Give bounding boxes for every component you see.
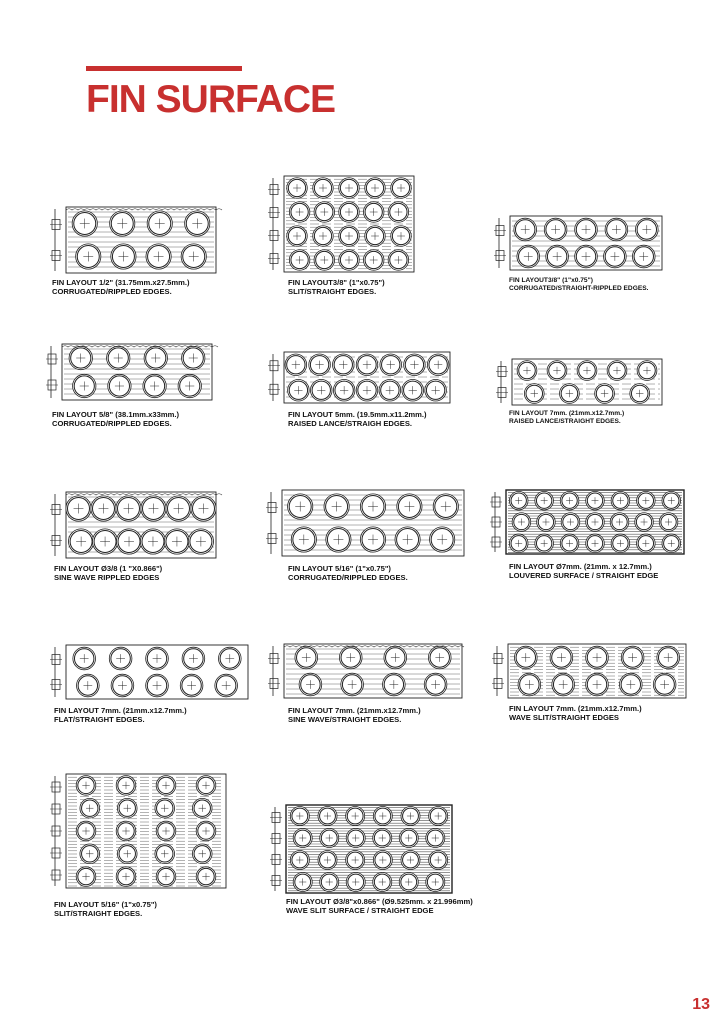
tube-hole [92,529,117,554]
tube-hole [363,250,383,270]
tube-hole [611,491,630,510]
tube-hole [80,798,100,818]
tube-hole [388,250,408,270]
tube-hole [290,850,309,869]
tube-hole [373,828,392,847]
fin-layout-9 [488,488,686,556]
tube-hole [346,850,365,869]
tube-hole [91,496,116,521]
tube-hole [288,494,313,519]
fin-layout-6-caption [509,410,624,426]
tube-hole [289,250,309,270]
fin-layout-10-edges: FLAT/STRAIGHT EDGES. [54,715,145,724]
tube-hole [293,828,312,847]
fin-layout-7-edges: SINE WAVE RIPPLED EDGES [54,573,160,582]
tube-hole [356,379,378,401]
fin-layout-7-caption [54,564,162,582]
fin-side-profile [268,646,280,696]
fin-layout-2-drawing [266,174,416,274]
tube-hole [575,245,598,268]
tube-hole [290,806,309,825]
tube-hole [346,872,365,891]
tube-hole [192,798,212,818]
tube-hole [313,178,333,198]
tube-hole [401,850,420,869]
tube-hole [637,361,657,381]
tube-hole [110,211,135,236]
tube-hole [191,496,216,521]
tube-hole [324,494,349,519]
tube-hole [77,674,100,697]
tube-hole [218,647,241,670]
fin-side-profile [494,218,506,268]
tube-hole [320,872,339,891]
tube-hole [288,379,310,401]
tube-hole [662,491,681,510]
tube-hole [188,529,213,554]
tube-hole [424,673,447,696]
tube-hole [360,527,385,552]
tube-hole [517,361,537,381]
tube-hole [383,673,406,696]
fin-layout-10 [48,643,250,701]
tube-hole [560,534,579,553]
tube-hole [181,244,206,269]
fin-layout-2-edges: SLIT/STRAIGHT EDGES. [288,287,377,296]
tube-hole [295,646,318,669]
tube-hole [116,867,136,887]
fin-layout-12 [490,642,688,700]
fin-layout-7-drawing [48,490,218,560]
tube-hole [140,529,165,554]
fin-layout-14-drawing [268,803,454,895]
tube-hole [395,527,420,552]
tube-hole [509,534,528,553]
tube-hole [595,384,615,404]
tube-hole [360,494,385,519]
tube-hole [512,513,531,532]
fin-layout-4 [44,342,214,402]
tube-hole [586,673,609,696]
tube-hole [391,178,411,198]
tube-hole [653,673,676,696]
tube-hole [346,806,365,825]
tube-hole [155,844,175,864]
tube-hole [144,346,167,369]
tube-hole [560,491,579,510]
fin-layout-6-edges: RAISED LANCE/STRAIGHT EDGES. [509,418,621,425]
tube-hole [339,646,362,669]
tube-hole [404,354,426,376]
fin-layout-5-edges: RAISED LANCE/STRAIGH EDGES. [288,419,413,428]
fin-layout-12-drawing [490,642,688,700]
tube-hole [116,776,136,796]
tube-hole [535,491,554,510]
tube-hole [76,867,96,887]
tube-hole [537,513,556,532]
fin-layout-11-drawing [266,642,464,700]
tube-hole [637,491,656,510]
tube-hole [630,384,650,404]
tube-hole [318,806,337,825]
tube-hole [196,821,216,841]
tube-hole [605,218,628,241]
fin-layout-11-edges: SINE WAVE/STRAIGHT EDGES. [288,715,402,724]
fin-side-profile [490,492,502,552]
tube-hole [550,646,573,669]
tube-hole [341,673,364,696]
tube-hole [166,496,191,521]
tube-hole [552,673,575,696]
fin-layout-8-edges: CORRUGATED/RIPPLED EDGES. [288,573,408,582]
tube-hole [425,379,447,401]
fin-layout-3-drawing [492,214,664,272]
fin-layout-7 [48,490,218,560]
tube-hole [339,250,359,270]
tube-hole [310,379,332,401]
tube-hole [143,374,166,397]
tube-hole [604,245,627,268]
fin-layout-9-drawing [488,488,686,556]
tube-hole [116,496,141,521]
fin-layout-3 [492,214,664,272]
tube-hole [547,361,567,381]
tube-hole [291,527,316,552]
fin-layout-14-title: FIN LAYOUT Ø3/8"x0.866" (Ø9.525mm. x 21.996mm) [286,897,473,906]
tube-hole [426,828,445,847]
fin-layout-3-edges: CORRUGATED/STRAIGHT-RIPPLED EDGES. [509,285,649,292]
tube-hole [287,178,307,198]
tube-hole [517,245,540,268]
tube-hole [192,844,212,864]
tube-hole [182,647,205,670]
tube-hole [185,211,210,236]
tube-hole [180,674,203,697]
tube-hole [72,211,97,236]
tube-hole [514,646,537,669]
tube-hole [111,244,136,269]
tube-hole [156,776,176,796]
tube-hole [73,374,96,397]
tube-hole [108,374,131,397]
tube-hole [76,821,96,841]
tube-hole [156,867,176,887]
tube-hole [391,226,411,246]
fin-layout-2 [266,174,416,274]
fin-layout-1-edges: CORRUGATED/RIPPLED EDGES. [52,287,172,296]
tube-hole [156,821,176,841]
fin-layout-13-title: FIN LAYOUT 5/16" (1"x0.75") [54,900,157,909]
fin-layout-12-caption [509,704,642,722]
tube-hole [215,674,238,697]
tube-hole [80,844,100,864]
fin-layout-6-title: FIN LAYOUT 7mm. (21mm.x12.7mm.) [509,410,625,417]
tube-hole [339,202,359,222]
fin-layout-8-drawing [264,488,466,558]
tube-hole [356,354,378,376]
tube-hole [379,379,401,401]
tube-hole [373,806,392,825]
tube-hole [146,244,171,269]
fin-layout-9-caption [509,562,658,580]
fin-layout-9-title: FIN LAYOUT Ø7mm. (21mm. x 12.7mm.) [509,562,652,571]
tube-hole [333,379,355,401]
tube-hole [586,646,609,669]
tube-hole [611,534,630,553]
tube-hole [433,494,458,519]
tube-hole [427,354,449,376]
tube-hole [575,218,598,241]
fin-layout-10-title: FIN LAYOUT 7mm. (21mm.x12.7mm.) [54,706,187,715]
tube-hole [380,354,402,376]
tube-hole [76,776,96,796]
tube-hole [388,202,408,222]
tube-hole [429,806,448,825]
tube-hole [293,872,312,891]
tube-hole [524,384,544,404]
tube-hole [117,844,137,864]
tube-hole [196,776,216,796]
tube-hole [546,245,569,268]
tube-hole [426,872,445,891]
tube-hole [76,244,101,269]
tube-hole [107,346,130,369]
tube-hole [299,673,322,696]
tube-hole [586,491,605,510]
fin-layout-1-caption [52,278,190,296]
tube-hole [610,513,629,532]
tube-hole [314,202,334,222]
fin-layout-1 [48,205,218,275]
fin-side-profile [50,494,62,556]
fin-layout-5-drawing [266,350,452,405]
fin-layout-11-caption [288,706,421,724]
page-number: 13 [692,996,710,1013]
tube-hole [155,798,175,818]
tube-hole [69,529,94,554]
fin-layout-2-title: FIN LAYOUT3/8" (1"x0.75") [288,278,385,287]
tube-hole [401,806,420,825]
fin-layout-5-caption [288,410,427,428]
tube-hole [313,226,333,246]
tube-hole [116,529,141,554]
fin-layout-8 [264,488,466,558]
tube-hole [69,346,92,369]
tube-hole [146,674,169,697]
fin-layout-6 [494,357,664,407]
tube-hole [544,218,567,241]
fin-layout-13 [48,772,228,890]
tube-hole [314,250,334,270]
fin-layout-11-title: FIN LAYOUT 7mm. (21mm.x12.7mm.) [288,706,421,715]
tube-hole [147,211,172,236]
tube-hole [111,674,134,697]
fin-layout-5-title: FIN LAYOUT 5mm. (19.5mm.x11.2mm.) [288,410,427,419]
fin-side-profile [496,361,508,403]
tube-hole [285,354,307,376]
fin-layout-5 [266,350,452,405]
tube-hole [339,226,359,246]
fin-layout-7-title: FIN LAYOUT Ø3/8 (1 "X0.866") [54,564,163,573]
tube-hole [320,828,339,847]
tube-hole [509,491,528,510]
tube-hole [373,850,392,869]
tube-hole [535,534,554,553]
tube-hole [632,245,655,268]
tube-hole [346,828,365,847]
fin-layout-13-drawing [48,772,228,890]
page-title: FIN SURFACE [86,78,336,121]
tube-hole [146,647,169,670]
fin-side-profile [268,178,280,270]
tube-hole [109,647,132,670]
tube-hole [384,646,407,669]
tube-hole [309,354,331,376]
tube-hole [620,673,643,696]
fin-layout-4-drawing [44,342,214,402]
tube-hole [429,850,448,869]
tube-hole [430,527,455,552]
fin-layout-6-drawing [494,357,664,407]
tube-hole [116,821,136,841]
fin-side-profile [492,646,504,696]
tube-hole [514,218,537,241]
tube-hole [289,202,309,222]
tube-hole [402,379,424,401]
fin-layout-1-title: FIN LAYOUT 1/2" (31.75mm.x27.5mm.) [52,278,190,287]
tube-hole [659,513,678,532]
fin-side-profile [46,346,58,398]
fin-layout-1-drawing [48,205,218,275]
fin-layout-3-title: FIN LAYOUT3/8" (1"x0.75") [509,277,593,284]
fin-layout-13-edges: SLIT/STRAIGHT EDGES. [54,909,143,918]
tube-hole [397,494,422,519]
tube-hole [518,673,541,696]
tube-hole [363,202,383,222]
fin-side-profile [50,209,62,271]
tube-hole [73,647,96,670]
tube-hole [621,646,644,669]
fin-layout-9-edges: LOUVERED SURFACE / STRAIGHT EDGE [509,571,659,580]
title-accent-bar [86,66,242,71]
fin-layout-2-caption [288,278,385,296]
fin-layout-3-caption [509,277,648,293]
tube-hole [164,529,189,554]
fin-layout-8-title: FIN LAYOUT 5/16" (1"x0.75") [288,564,391,573]
tube-hole [399,828,418,847]
tube-hole [586,534,605,553]
fin-side-profile [50,776,62,886]
tube-hole [586,513,605,532]
fin-layout-11 [266,642,464,700]
tube-hole [662,534,681,553]
tube-hole [66,496,91,521]
tube-hole [428,646,451,669]
fin-layout-8-caption [288,564,408,582]
tube-hole [117,798,137,818]
tube-hole [657,646,680,669]
fin-layout-14-caption [286,897,473,915]
fin-layout-10-drawing [48,643,250,701]
tube-hole [365,226,385,246]
tube-hole [365,178,385,198]
tube-hole [635,218,658,241]
tube-hole [326,527,351,552]
tube-hole [577,361,597,381]
tube-hole [399,872,418,891]
fin-layout-12-title: FIN LAYOUT 7mm. (21mm.x12.7mm.) [509,704,642,713]
tube-hole [182,346,205,369]
tube-hole [178,374,201,397]
fin-side-profile [270,807,282,891]
fin-side-profile [50,647,62,697]
tube-hole [561,513,580,532]
fin-layout-14 [268,803,454,895]
tube-hole [637,534,656,553]
fin-side-profile [266,492,278,554]
fin-layout-4-edges: CORRUGATED/RIPPLED EDGES. [52,419,172,428]
fin-layout-14-edges: WAVE SLIT SURFACE / STRAIGHT EDGE [286,906,434,915]
fin-layout-12-edges: WAVE SLIT/STRAIGHT EDGES [509,713,619,722]
fin-layout-4-caption [52,410,179,428]
tube-hole [196,867,216,887]
tube-hole [141,496,166,521]
tube-hole [635,513,654,532]
tube-hole [373,872,392,891]
fin-side-profile [268,354,280,401]
tube-hole [607,361,627,381]
tube-hole [318,850,337,869]
fin-layout-4-title: FIN LAYOUT 5/8" (38.1mm.x33mm.) [52,410,179,419]
fin-layout-10-caption [54,706,187,724]
fin-layout-13-caption [54,900,157,918]
tube-hole [287,226,307,246]
tube-hole [339,178,359,198]
tube-hole [560,384,580,404]
tube-hole [333,354,355,376]
